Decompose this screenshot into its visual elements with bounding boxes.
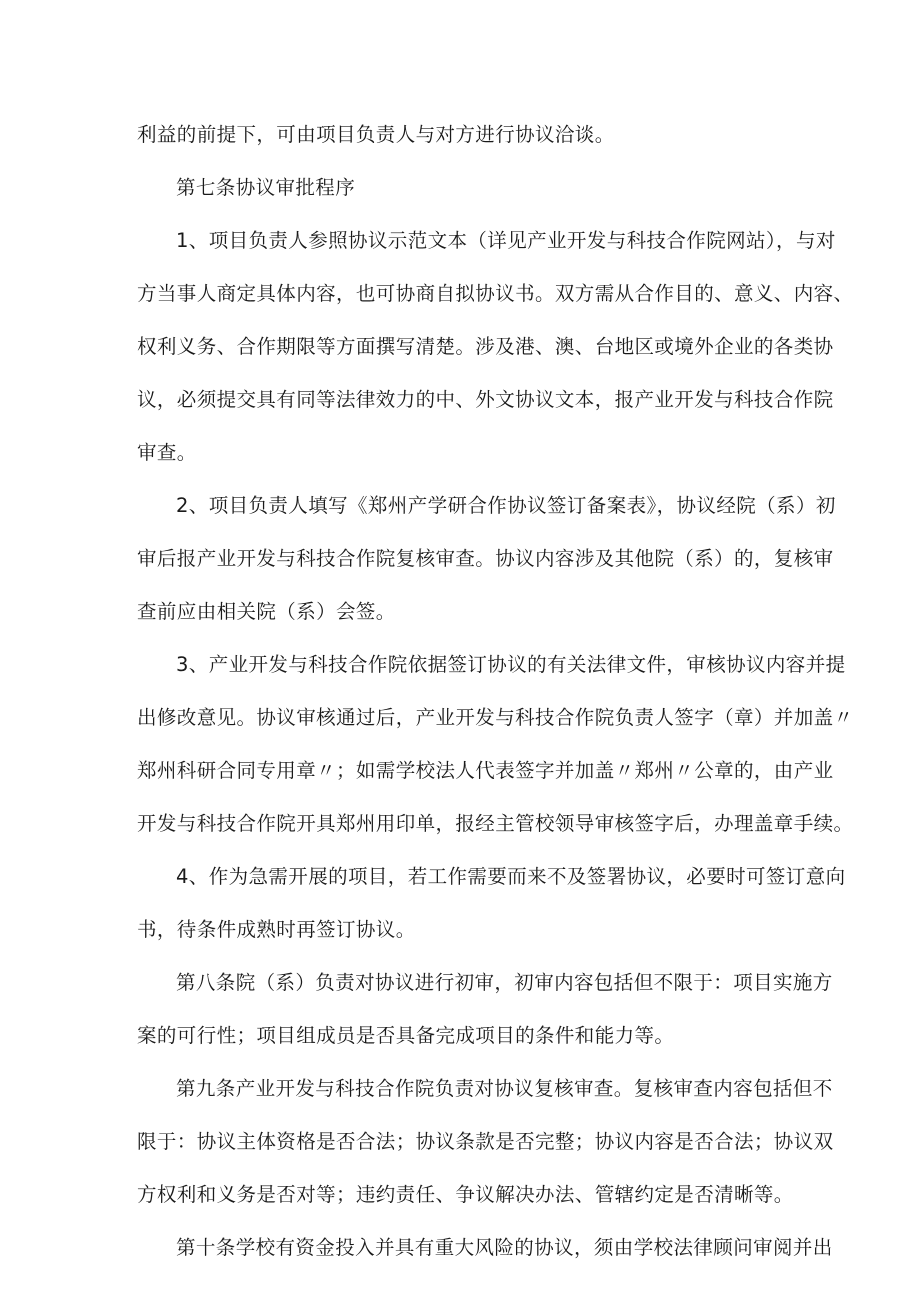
text-line: 第八条院（系）负责对协议进行初审，初审内容包括但不限于：项目实施方 (176, 971, 833, 994)
text-line: 2、项目负责人填写《郑州产学研合作协议签订备案表》，协议经院（系）初 (176, 494, 836, 517)
text-line: 书，待条件成熟时再签订协议。 (137, 918, 416, 941)
text-line: 审查。 (137, 441, 197, 464)
text-line: 开发与科技合作院开具郑州用印单，报经主管校领导审核签字后，办理盖章手续。 (137, 812, 854, 835)
text-line: 郑州科研合同专用章〃；如需学校法人代表签字并加盖〃郑州〃公章的，由产业 (137, 759, 834, 782)
text-line: 审后报产业开发与科技合作院复核审查。协议内容涉及其他院（系）的，复核审 (137, 547, 834, 570)
text-line: 方当事人商定具体内容，也可协商自拟协议书。双方需从合作目的、意义、内容、 (137, 282, 854, 305)
text-line: 4、作为急需开展的项目，若工作需要而来不及签署协议，必要时可签订意向 (176, 865, 846, 888)
text-line: 出修改意见。协议审核通过后，产业开发与科技合作院负责人签字（章）并加盖〃 (137, 706, 854, 729)
text-line: 第十条学校有资金投入并具有重大风险的协议，须由学校法律顾问审阅并出 (176, 1236, 833, 1259)
text-line: 限于：协议主体资格是否合法；协议条款是否完整；协议内容是否合法；协议双 (137, 1130, 834, 1153)
text-line: 查前应由相关院（系）会签。 (137, 600, 396, 623)
text-line: 3、产业开发与科技合作院依据签订协议的有关法律文件，审核协议内容并提 (176, 653, 846, 676)
text-line: 议，必须提交具有同等法律效力的中、外文协议文本，报产业开发与科技合作院 (137, 388, 834, 411)
text-line: 第九条产业开发与科技合作院负责对协议复核审查。复核审查内容包括但不 (176, 1077, 833, 1100)
section-heading: 第七条协议审批程序 (176, 176, 356, 199)
text-line: 案的可行性；项目组成员是否具备完成项目的条件和能力等。 (137, 1024, 675, 1047)
text-line: 1、项目负责人参照协议示范文本（详见产业开发与科技合作院网站），与对 (176, 229, 836, 252)
text-line: 利益的前提下，可由项目负责人与对方进行协议洽谈。 (137, 123, 615, 146)
text-line: 权利义务、合作期限等方面撰写清楚。涉及港、澳、台地区或境外企业的各类协 (137, 335, 834, 358)
text-line: 方权利和义务是否对等；违约责任、争议解决办法、管辖约定是否清晰等。 (137, 1183, 794, 1206)
